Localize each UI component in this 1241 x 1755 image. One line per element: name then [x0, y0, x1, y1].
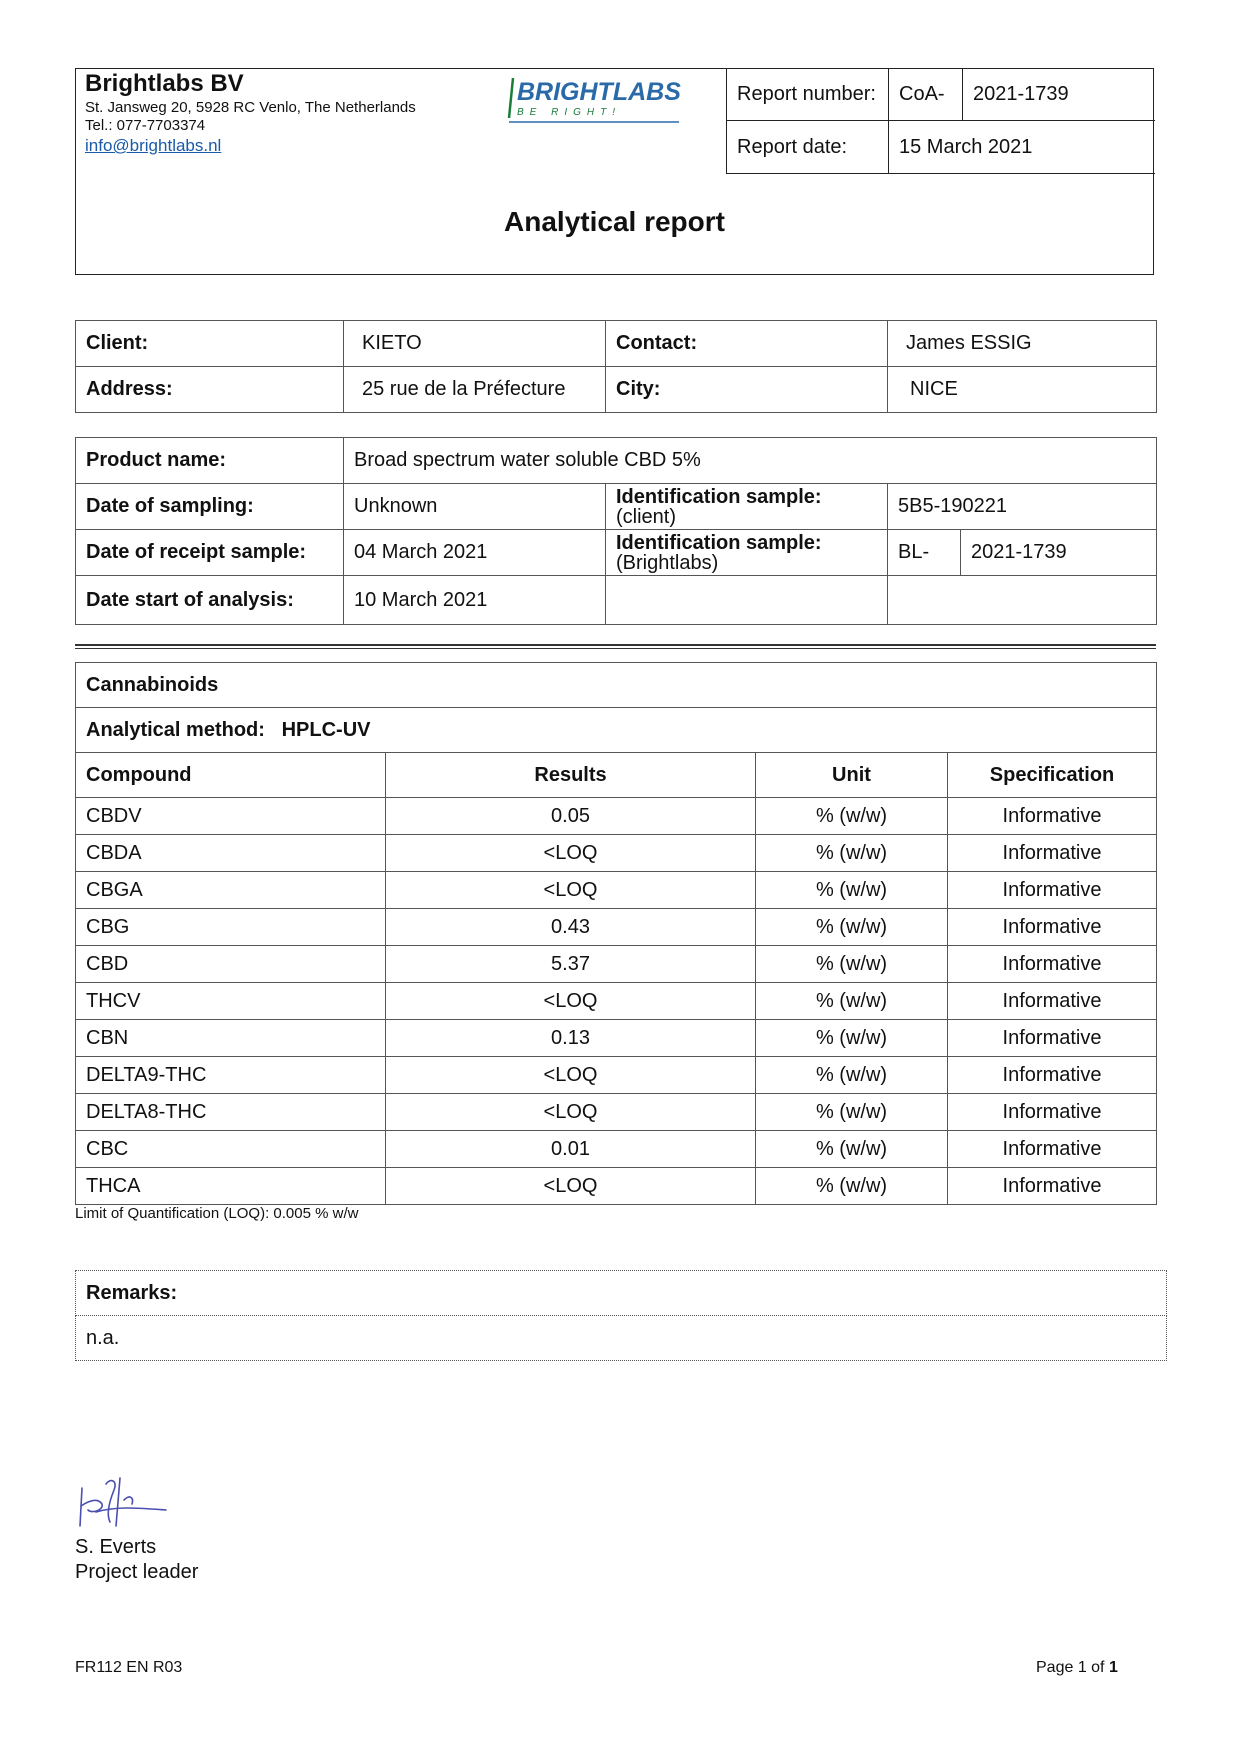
- id-sample-client-value: 5B5-190221: [888, 484, 1157, 530]
- id-sample-lab-cell: [606, 530, 888, 576]
- result-cell: <LOQ: [386, 872, 756, 909]
- compound-cell: CBDA: [76, 835, 386, 872]
- id-sample-lab-sub: (Brightlabs): [616, 551, 719, 574]
- empty-cell: [888, 576, 1157, 625]
- column-header-results: Results: [386, 753, 756, 798]
- id-sample-client-label: Identification sample:: [616, 485, 822, 508]
- unit-cell: % (w/w): [756, 909, 948, 946]
- table-row: [76, 983, 1157, 1020]
- table-row: [76, 872, 1157, 909]
- id-sample-client-cell: [606, 484, 888, 530]
- company-tel: Tel.: 077-7703374: [85, 117, 206, 134]
- page-title: Analytical report: [504, 206, 725, 237]
- result-cell: <LOQ: [386, 1168, 756, 1205]
- client-value: KIETO: [344, 321, 606, 367]
- column-header-specification: Specification: [948, 753, 1157, 798]
- contact-value: James ESSIG: [888, 321, 1157, 367]
- table-row: [76, 1131, 1157, 1168]
- id-sample-lab-value: 2021-1739: [961, 530, 1157, 576]
- table-row: [76, 946, 1157, 983]
- client-table: [75, 320, 1157, 413]
- result-cell: <LOQ: [386, 1057, 756, 1094]
- compound-cell: CBD: [76, 946, 386, 983]
- product-table: [75, 437, 1157, 625]
- result-cell: 5.37: [386, 946, 756, 983]
- brightlabs-logo: [507, 74, 687, 126]
- spec-cell: Informative: [948, 946, 1157, 983]
- spec-cell: Informative: [948, 983, 1157, 1020]
- report-date-value: 15 March 2021: [889, 121, 1155, 174]
- compound-cell: DELTA9-THC: [76, 1057, 386, 1094]
- form-code: FR112 EN R03: [75, 1659, 183, 1676]
- loq-note: Limit of Quantification (LOQ): 0.005 % w/w: [75, 1205, 359, 1222]
- compound-cell: DELTA8-THC: [76, 1094, 386, 1131]
- divider-line: [75, 648, 1156, 649]
- report-number-label: Report number:: [727, 68, 889, 121]
- compound-cell: CBG: [76, 909, 386, 946]
- spec-cell: Informative: [948, 835, 1157, 872]
- compound-cell: CBC: [76, 1131, 386, 1168]
- company-address: St. Jansweg 20, 5928 RC Venlo, The Netherlands: [85, 99, 416, 116]
- report-number-value: 2021-1739: [963, 68, 1155, 121]
- spec-cell: Informative: [948, 798, 1157, 835]
- unit-cell: % (w/w): [756, 1057, 948, 1094]
- client-label: Client:: [76, 321, 344, 367]
- signature-image: [76, 1470, 176, 1530]
- analysis-start-value: 10 March 2021: [344, 576, 606, 625]
- receipt-date-label: Date of receipt sample:: [76, 530, 344, 576]
- result-cell: 0.43: [386, 909, 756, 946]
- spec-cell: Informative: [948, 872, 1157, 909]
- result-cell: <LOQ: [386, 835, 756, 872]
- compound-cell: CBN: [76, 1020, 386, 1057]
- unit-cell: % (w/w): [756, 1020, 948, 1057]
- logo-tagline: BE RIGHT!: [517, 107, 622, 118]
- report-date-label: Report date:: [727, 121, 889, 174]
- logo-wordmark: BRIGHTLABS: [517, 78, 681, 106]
- signer-role: Project leader: [75, 1561, 199, 1583]
- signer-name: S. Everts: [75, 1536, 157, 1558]
- unit-cell: % (w/w): [756, 983, 948, 1020]
- spec-cell: Informative: [948, 1020, 1157, 1057]
- table-row: [76, 1057, 1157, 1094]
- unit-cell: % (w/w): [756, 1094, 948, 1131]
- result-cell: 0.05: [386, 798, 756, 835]
- result-cell: <LOQ: [386, 1094, 756, 1131]
- product-name-label: Product name:: [76, 438, 344, 484]
- compound-cell: THCA: [76, 1168, 386, 1205]
- result-cell: 0.01: [386, 1131, 756, 1168]
- id-sample-lab-prefix: BL-: [888, 530, 961, 576]
- unit-cell: % (w/w): [756, 946, 948, 983]
- id-sample-client-sub: (client): [616, 505, 677, 528]
- method-label: Analytical method:: [86, 718, 265, 741]
- compound-cell: CBDV: [76, 798, 386, 835]
- result-cell: <LOQ: [386, 983, 756, 1020]
- table-row: [76, 835, 1157, 872]
- address-label: Address:: [76, 367, 344, 413]
- spec-cell: Informative: [948, 1131, 1157, 1168]
- city-value: NICE: [888, 367, 1157, 413]
- id-sample-lab-label: Identification sample:: [616, 531, 822, 554]
- city-label: City:: [606, 367, 888, 413]
- receipt-date-value: 04 March 2021: [344, 530, 606, 576]
- column-header-unit: Unit: [756, 753, 948, 798]
- company-email-link[interactable]: info@brightlabs.nl: [85, 136, 222, 155]
- unit-cell: % (w/w): [756, 835, 948, 872]
- product-name-value: Broad spectrum water soluble CBD 5%: [344, 438, 1157, 484]
- analysis-start-label: Date start of analysis:: [76, 576, 344, 625]
- remarks-table: [75, 1270, 1167, 1361]
- spec-cell: Informative: [948, 1094, 1157, 1131]
- table-row: [76, 1168, 1157, 1205]
- empty-cell: [606, 576, 888, 625]
- column-header-compound: Compound: [76, 753, 386, 798]
- report-meta-table: [726, 68, 1155, 174]
- spec-cell: Informative: [948, 1168, 1157, 1205]
- address-value: 25 rue de la Préfecture: [344, 367, 606, 413]
- sampling-date-value: Unknown: [344, 484, 606, 530]
- page-number-total: 1: [1108, 1659, 1118, 1676]
- table-row: [76, 1094, 1157, 1131]
- contact-label: Contact:: [606, 321, 888, 367]
- sampling-date-label: Date of sampling:: [76, 484, 344, 530]
- compound-cell: CBGA: [76, 872, 386, 909]
- table-row: [76, 909, 1157, 946]
- divider-line: [75, 644, 1156, 646]
- cannabinoids-table: [75, 662, 1157, 1205]
- spec-cell: Informative: [948, 1057, 1157, 1094]
- table-row: [76, 1020, 1157, 1057]
- unit-cell: % (w/w): [756, 1168, 948, 1205]
- unit-cell: % (w/w): [756, 798, 948, 835]
- report-number-prefix: CoA-: [889, 68, 963, 121]
- page-number: [1036, 1659, 1118, 1677]
- result-cell: 0.13: [386, 1020, 756, 1057]
- table-row: [76, 798, 1157, 835]
- remarks-label: Remarks:: [76, 1271, 1167, 1316]
- cannabinoids-section-title: Cannabinoids: [76, 663, 1157, 708]
- unit-cell: % (w/w): [756, 872, 948, 909]
- page-number-prefix: Page 1 of: [1036, 1659, 1109, 1676]
- spec-cell: Informative: [948, 909, 1157, 946]
- analytical-method: [76, 708, 1157, 753]
- company-name: Brightlabs BV: [85, 70, 244, 97]
- unit-cell: % (w/w): [756, 1131, 948, 1168]
- compound-cell: THCV: [76, 983, 386, 1020]
- method-value: HPLC-UV: [281, 718, 371, 741]
- remarks-value: n.a.: [76, 1316, 1167, 1361]
